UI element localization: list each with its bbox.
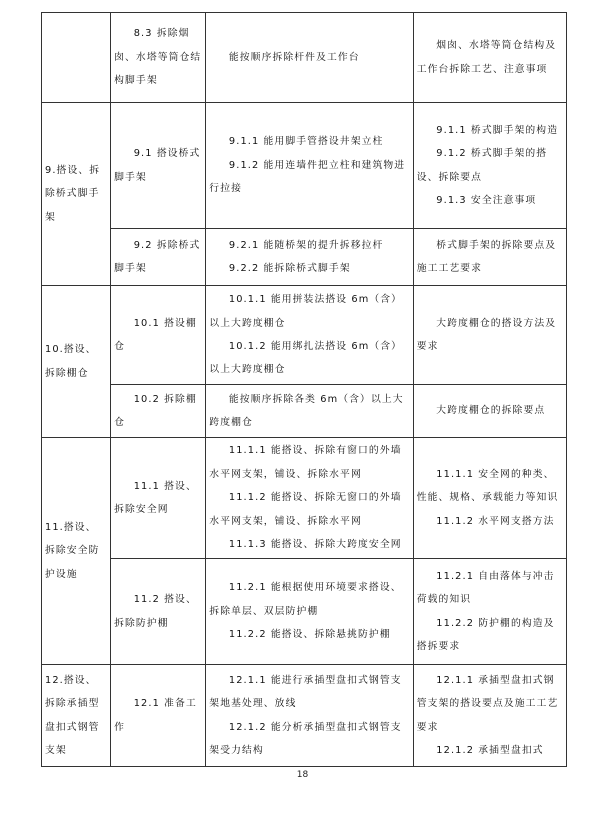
- table-row: [42, 229, 567, 286]
- knowledge-requirement-cell: 9.1.1 桥式脚手架的构造 9.1.2 桥式脚手架的搭设、拆除要点 9.1.3 安全注意事项: [413, 103, 566, 229]
- unit-cell: 9.1 搭设桥式脚手架: [111, 103, 206, 229]
- skill-requirement-cell: 10.1.1 能用拼装法搭设 6m（含）以上大跨度棚仓 10.1.2 能用绑扎法搭设 6m（含）以上大跨度棚仓: [206, 286, 413, 385]
- skill-requirement-cell: 9.1.1 能用脚手管搭设井架立柱 9.1.2 能用连墙件把立柱和建筑物进行拉接: [206, 103, 413, 229]
- knowledge-requirement-cell: 11.2.1 自由落体与冲击荷载的知识 11.2.2 防护棚的构造及搭拆要求: [413, 559, 566, 665]
- module-cell: 11.搭设、拆除安全防护设施: [42, 438, 111, 665]
- unit-cell: 12.1 准备工作: [111, 665, 206, 767]
- module-cell: 9.搭设、拆除桥式脚手架: [42, 103, 111, 286]
- table-row: [42, 438, 567, 559]
- knowledge-requirement-cell: 12.1.1 承插型盘扣式钢管支架的搭设要点及施工工艺要求 12.1.2 承插型盘扣式: [413, 665, 566, 767]
- competency-table: [41, 12, 567, 767]
- skill-requirement-cell: 12.1.1 能进行承插型盘扣式钢管支架地基处理、放线 12.1.2 能分析承插型盘扣式钢管支架受力结构: [206, 665, 413, 767]
- skill-requirement-cell: 11.1.1 能搭设、拆除有窗口的外墙水平网支架，铺设、拆除水平网 11.1.2 能搭设、拆除无窗口的外墙水平网支架，铺设、拆除水平网 11.1.3 能搭设、拆除大跨度安全网: [206, 438, 413, 559]
- skill-requirement-cell: 9.2.1 能随桥架的提升拆移拉杆 9.2.2 能拆除桥式脚手架: [206, 229, 413, 286]
- knowledge-requirement-cell: 大跨度棚仓的拆除要点: [413, 385, 566, 438]
- unit-cell: 10.2 拆除棚仓: [111, 385, 206, 438]
- knowledge-requirement-cell: 大跨度棚仓的搭设方法及要求: [413, 286, 566, 385]
- table-row: [42, 665, 567, 767]
- skill-requirement-cell: 能按顺序拆除杆件及工作台: [206, 13, 413, 103]
- table-row: [42, 103, 567, 229]
- skill-requirement-cell: 11.2.1 能根据使用环境要求搭设、拆除单层、双层防护棚 11.2.2 能搭设、拆除悬挑防护棚: [206, 559, 413, 665]
- table-row: [42, 13, 567, 103]
- table-row: [42, 385, 567, 438]
- unit-cell: 11.2 搭设、拆除防护棚: [111, 559, 206, 665]
- unit-cell: 9.2 拆除桥式脚手架: [111, 229, 206, 286]
- module-cell: 10.搭设、拆除棚仓: [42, 286, 111, 438]
- unit-cell: 10.1 搭设棚仓: [111, 286, 206, 385]
- module-cell: 12.搭设、拆除承插型盘扣式钢管支架: [42, 665, 111, 767]
- knowledge-requirement-cell: 11.1.1 安全网的种类、性能、规格、承载能力等知识 11.1.2 水平网支搭方法: [413, 438, 566, 559]
- unit-cell: 8.3 拆除烟囱、水塔等筒仓结构脚手架: [111, 13, 206, 103]
- knowledge-requirement-cell: 烟囱、水塔等筒仓结构及工作台拆除工艺、注意事项: [413, 13, 566, 103]
- knowledge-requirement-cell: 桥式脚手架的拆除要点及施工工艺要求: [413, 229, 566, 286]
- page-number: 18: [296, 770, 309, 780]
- table-row: [42, 286, 567, 385]
- module-cell: [42, 13, 111, 103]
- table-row: [42, 559, 567, 665]
- unit-cell: 11.1 搭设、拆除安全网: [111, 438, 206, 559]
- skill-requirement-cell: 能按顺序拆除各类 6m（含）以上大跨度棚仓: [206, 385, 413, 438]
